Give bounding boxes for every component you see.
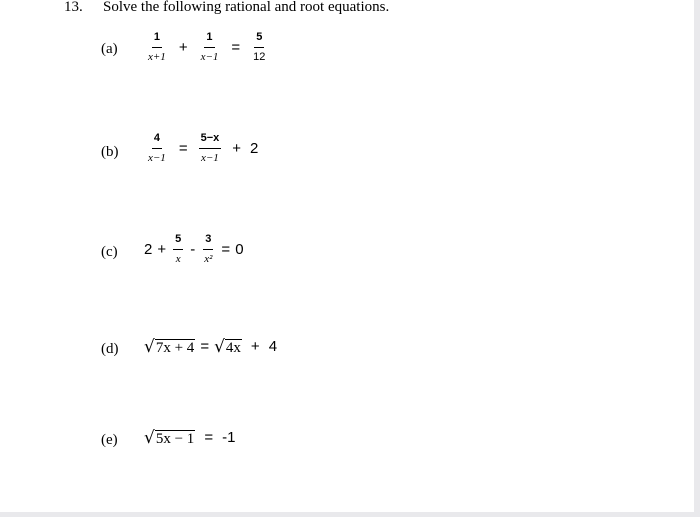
- denominator: 12: [253, 51, 266, 63]
- numerator: 1: [204, 31, 214, 48]
- constant-term: 4: [268, 338, 278, 355]
- denominator: x²: [204, 253, 213, 265]
- square-root: [144, 337, 195, 356]
- numerator: 5: [254, 31, 264, 48]
- square-root: [144, 428, 195, 447]
- operator: +: [250, 338, 260, 355]
- numerator: 4: [152, 132, 162, 149]
- denominator: x−1: [201, 152, 219, 164]
- denominator: x−1: [148, 152, 166, 164]
- operator: +: [232, 140, 242, 157]
- part-b-label: (b): [101, 144, 119, 160]
- operator: =: [231, 39, 241, 56]
- page-right-edge: [694, 0, 700, 517]
- numerator: 3: [203, 233, 213, 250]
- radicand: 4x: [225, 340, 241, 356]
- fraction: [144, 132, 170, 165]
- operator: =: [204, 429, 214, 446]
- fraction: [200, 233, 216, 266]
- fraction: [197, 132, 224, 165]
- lead-term: 2: [144, 241, 153, 258]
- rhs-term: 0: [235, 241, 244, 258]
- radical-sign-icon: √: [214, 337, 225, 357]
- fraction: [197, 31, 223, 64]
- part-c-label: (c): [101, 244, 118, 260]
- fraction: [144, 31, 170, 64]
- fraction: [171, 233, 185, 266]
- radicand: 7x + 4: [155, 340, 195, 356]
- radical-sign-icon: √: [144, 428, 155, 448]
- fraction: [249, 31, 269, 64]
- part-d-equation: [144, 337, 277, 356]
- constant-term: 2: [250, 140, 259, 157]
- square-root: [214, 337, 242, 356]
- problem-instruction: Solve the following rational and root equations.: [103, 0, 390, 15]
- part-e-equation: [144, 428, 235, 447]
- numerator: 5: [173, 233, 183, 250]
- part-e-label: (e): [101, 432, 118, 448]
- rhs-term: -1: [222, 429, 236, 446]
- part-d-label: (d): [101, 341, 119, 357]
- numerator: 5−x: [199, 132, 222, 149]
- radicand: 5x − 1: [155, 431, 195, 447]
- numerator: 1: [152, 31, 162, 48]
- problem-number: 13.: [64, 0, 83, 15]
- denominator: x−1: [200, 51, 219, 63]
- radical-sign-icon: √: [144, 337, 155, 357]
- part-b-equation: [144, 132, 258, 165]
- operator: +: [178, 39, 188, 56]
- operator: =: [221, 241, 231, 258]
- denominator: x: [175, 253, 181, 265]
- operator: =: [200, 338, 210, 355]
- part-a-equation: [144, 31, 269, 64]
- part-a-label: (a): [101, 41, 118, 57]
- part-c-equation: [144, 233, 244, 266]
- operator: -: [190, 241, 196, 258]
- operator: +: [157, 241, 167, 258]
- denominator: x+1: [148, 51, 166, 63]
- page-bottom-edge: [0, 512, 700, 517]
- operator: =: [178, 140, 188, 157]
